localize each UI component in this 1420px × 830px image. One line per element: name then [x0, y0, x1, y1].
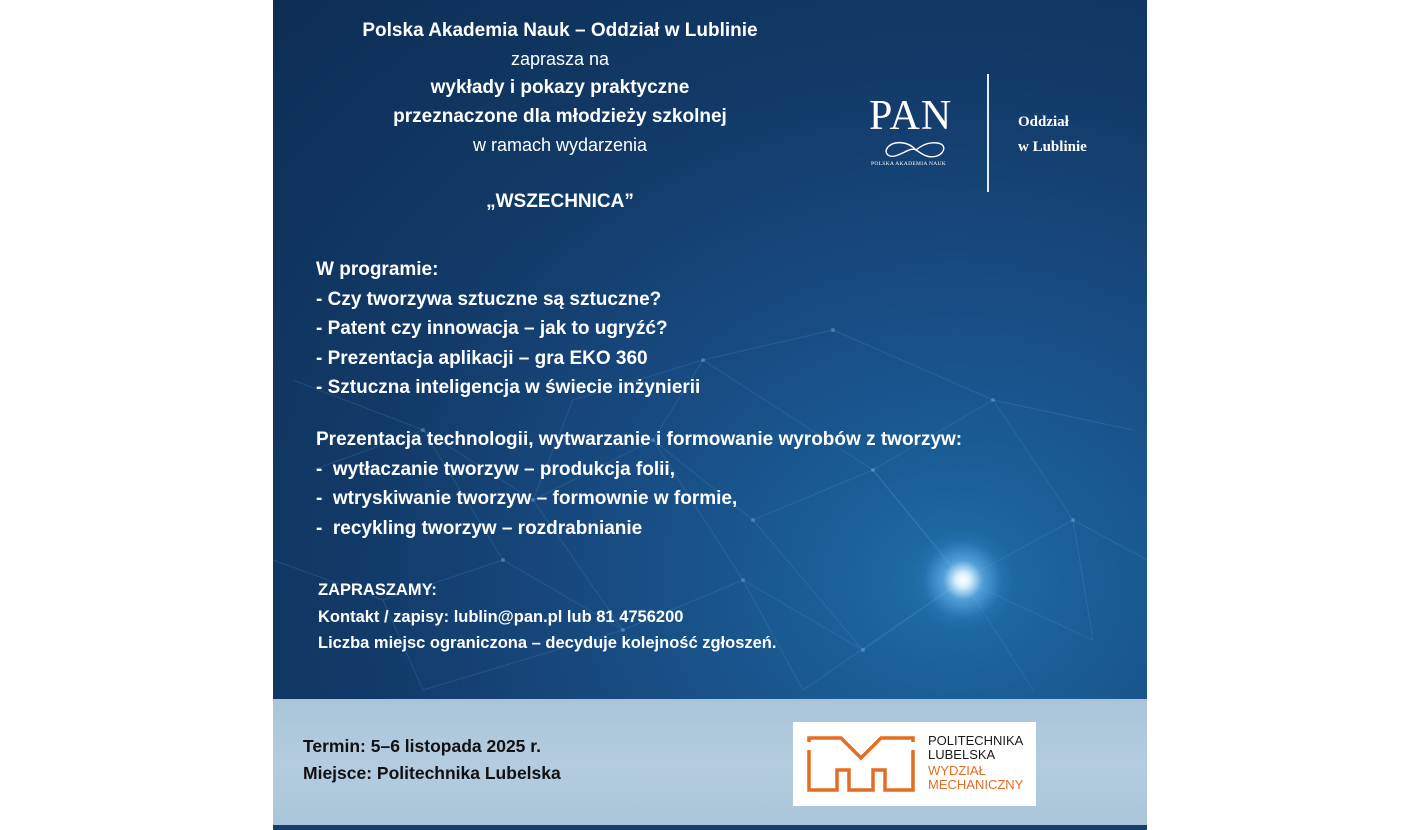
pl-logo-line-4: MECHANICZNY — [928, 777, 1024, 792]
pl-logo-line-3: WYDZIAŁ — [928, 763, 986, 778]
program-item: - Prezentacja aplikacji – gra EKO 360 — [316, 347, 648, 369]
infinity-icon — [873, 140, 959, 160]
technology-item: - wtryskiwanie tworzyw – formownie w formie, — [316, 488, 738, 509]
politechnika-logo — [793, 722, 1036, 806]
program-heading: W programie: — [316, 259, 439, 280]
context-line: w ramach wydarzenia — [472, 135, 648, 155]
event-poster — [273, 0, 1147, 830]
pan-logo-subtitle: POLSKA AKADEMIA NAUK — [871, 161, 947, 167]
pan-logo-mark: PAN — [869, 93, 953, 139]
program-item: - Czy tworzywa sztuczne są sztuczne? — [316, 288, 662, 310]
technology-item: - wytłaczanie tworzyw – produkcja folii, — [316, 458, 675, 480]
pan-branch-name — [1018, 110, 1087, 160]
light-glow — [913, 530, 1013, 630]
program-section — [316, 255, 700, 403]
pan-logo — [869, 92, 969, 172]
footer-bottom-bar — [273, 825, 1147, 830]
pl-logo-line-2: LUBELSKA — [928, 747, 996, 762]
contact-section — [318, 577, 776, 657]
program-item: - Sztuczna inteligencja w świecie inżynierii — [316, 377, 701, 398]
pan-branch-line-2: w Lublinie — [1018, 139, 1087, 155]
pan-branch-line-1: Oddział — [1018, 114, 1069, 130]
invites-line: zaprasza na — [510, 49, 610, 69]
event-details — [303, 733, 561, 787]
event-place: Miejsce: Politechnika Lubelska — [303, 763, 561, 783]
event-date: Termin: 5–6 listopada 2025 r. — [303, 736, 541, 756]
contact-heading: ZAPRASZAMY: — [318, 581, 437, 599]
contact-info: Kontakt / zapisy: lublin@pan.pl lub 81 4756200 — [318, 607, 684, 626]
title-line-2: przeznaczone dla młodzieży szkolnej — [393, 106, 727, 127]
organizer-line: Polska Akademia Nauk – Oddział w Lublinie — [362, 20, 758, 41]
logo-divider — [987, 74, 989, 192]
contact-note: Liczba miejsc ograniczona – decyduje kolejność zgłoszeń. — [318, 634, 777, 652]
technology-item: - recykling tworzyw – rozdrabnianie — [316, 517, 643, 539]
pl-logo-line-1: POLITECHNIKA — [928, 733, 1024, 748]
event-name: „WSZECHNICA” — [486, 191, 634, 212]
program-item: - Patent czy innowacja – jak to ugryźć? — [316, 318, 668, 339]
title-line-1: wykłady i pokazy praktyczne — [430, 77, 690, 98]
politechnika-building-icon — [807, 736, 915, 792]
technology-section — [316, 425, 962, 543]
technology-heading: Prezentacja technologii, wytwarzanie i formowanie wyrobów z tworzyw: — [316, 429, 963, 450]
